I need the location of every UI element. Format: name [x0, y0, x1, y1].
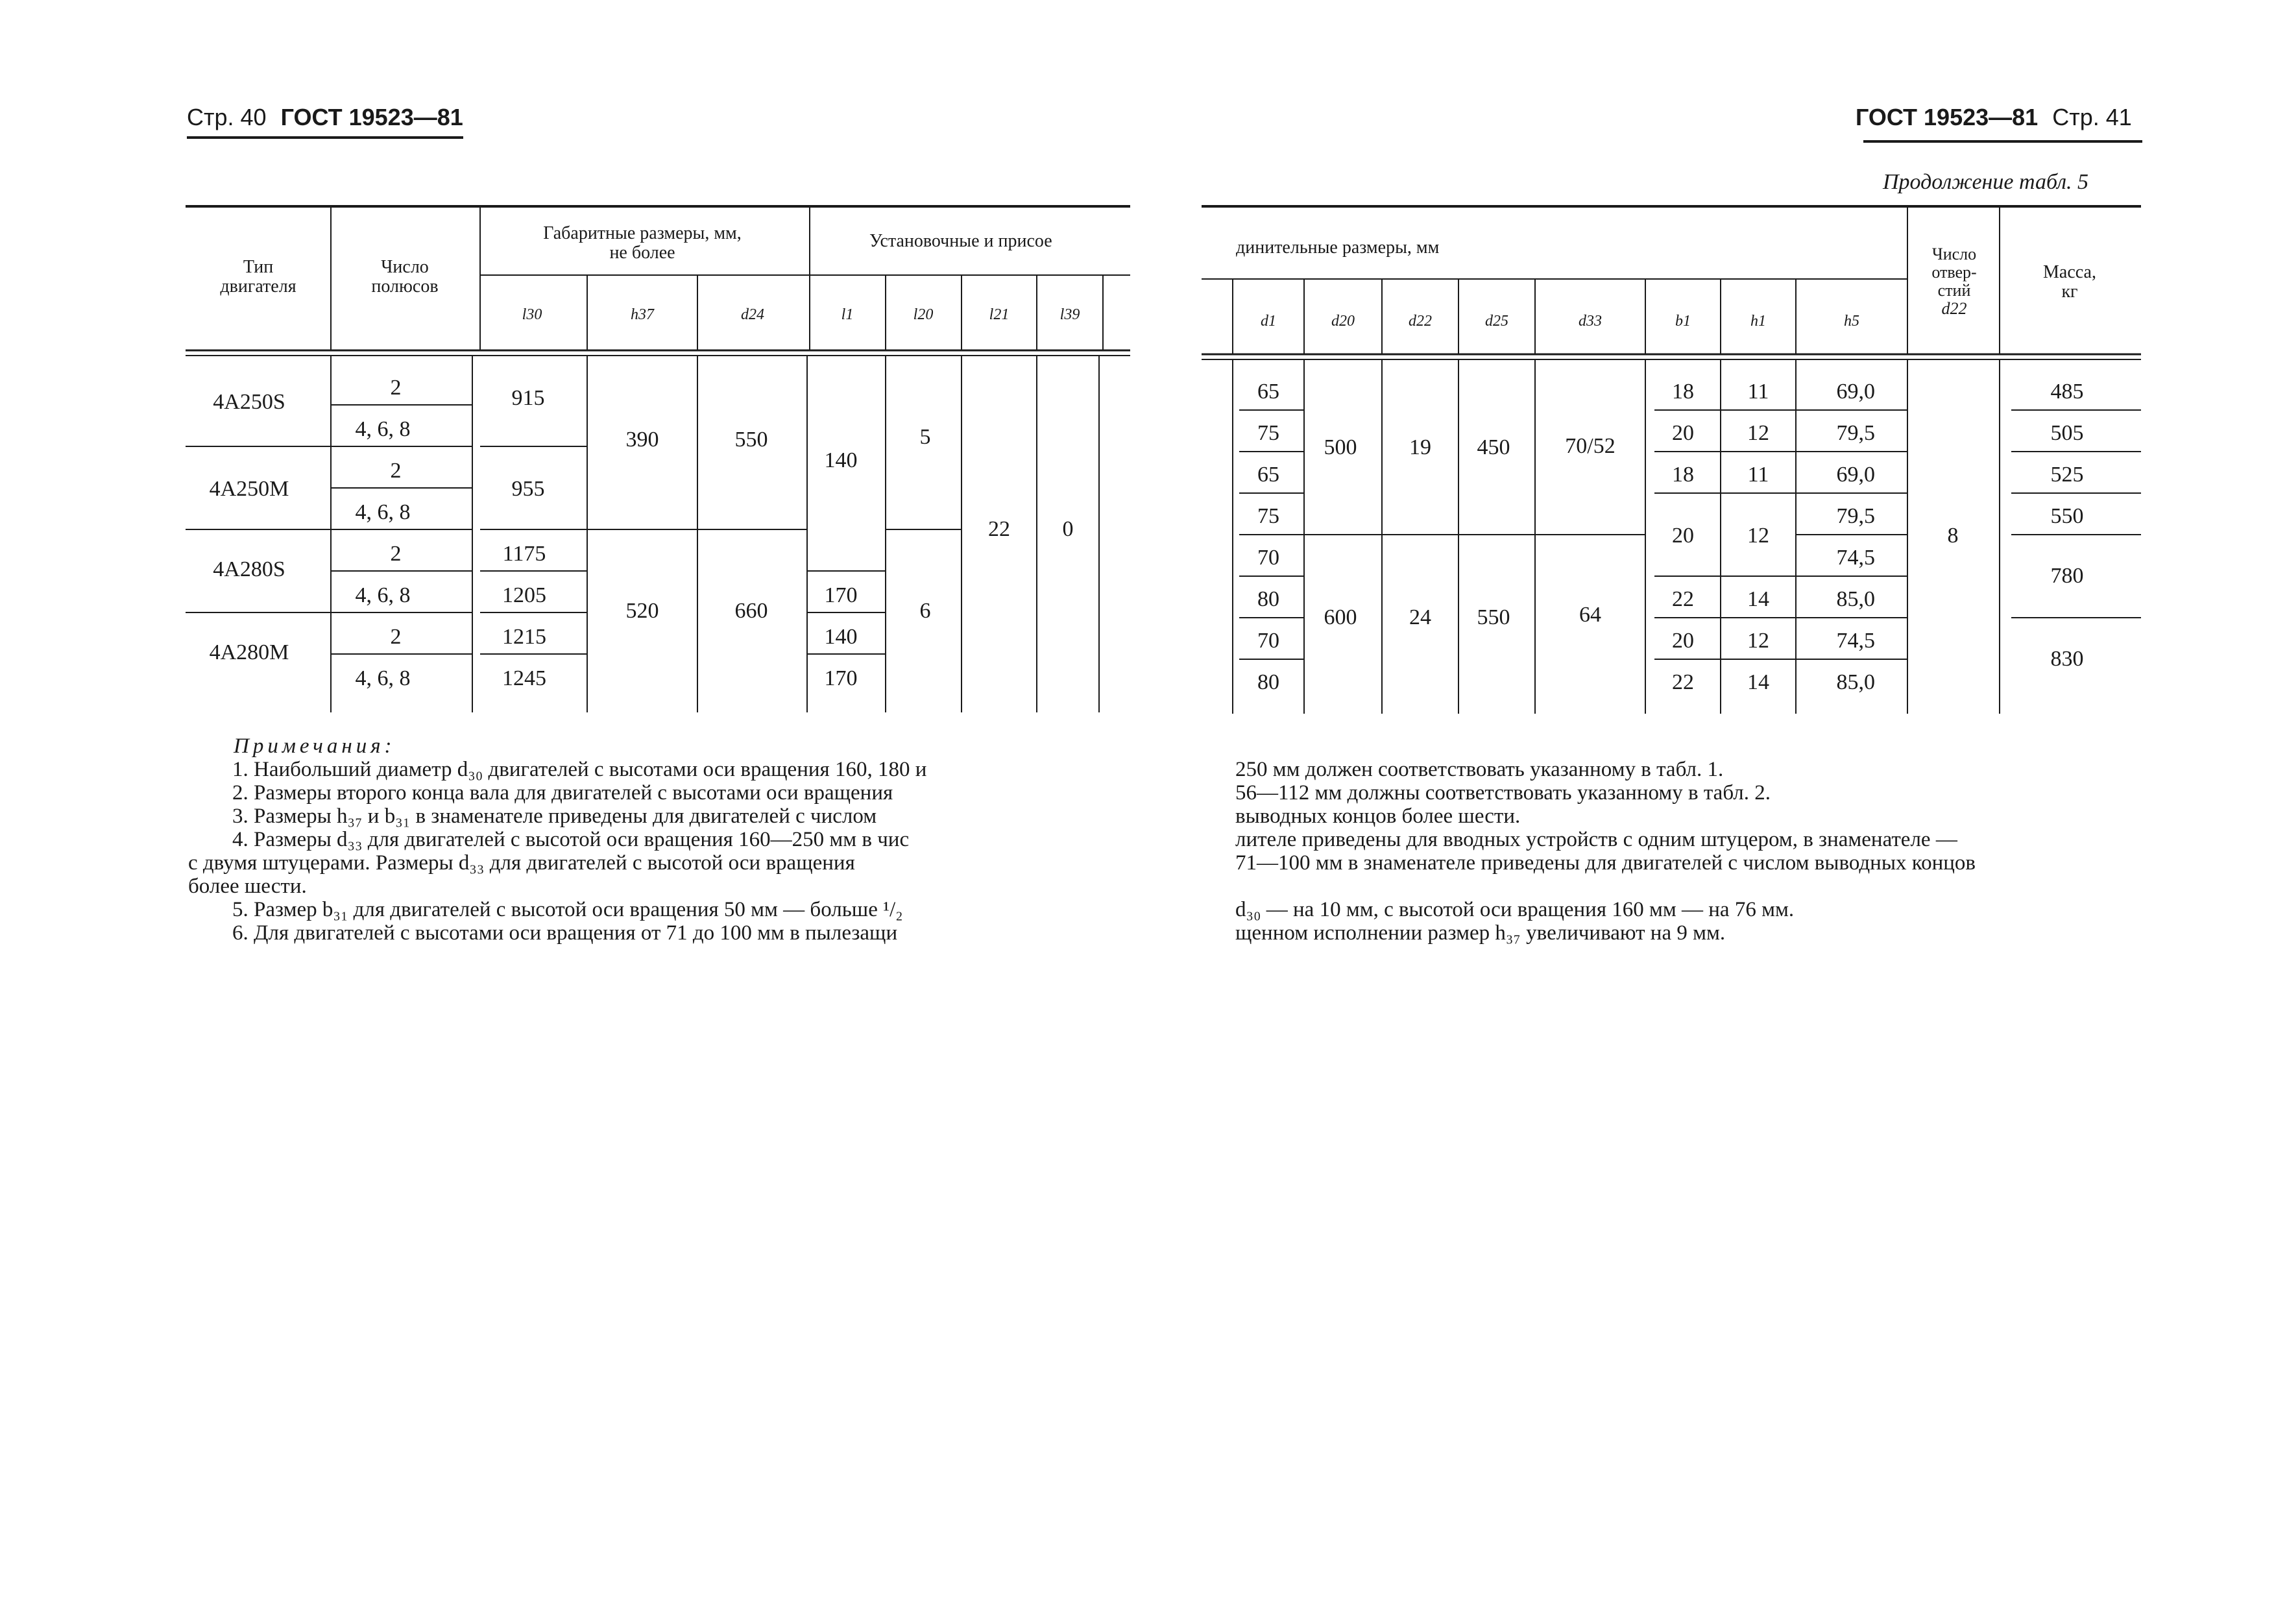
- table-cell: 80: [1257, 670, 1279, 694]
- table-cell: 24: [1409, 605, 1431, 629]
- table-cell: 22: [988, 517, 1010, 541]
- table-cell: 830: [2050, 647, 2084, 671]
- note-cont-4a: лителе приведены для вводных устройств с одним штуцером, в знаменателе —: [1235, 828, 1957, 851]
- table-cell: 65: [1257, 380, 1279, 404]
- table-cell: 64: [1579, 603, 1601, 627]
- sub-d22: d22: [1409, 313, 1432, 330]
- table-cell: 1205: [502, 583, 546, 607]
- table-continuation-label: Продолжение табл. 5: [1883, 170, 2089, 194]
- table-cell: 69,0: [1836, 463, 1875, 487]
- table-cell: 520: [625, 599, 659, 623]
- table-cell: 4A250S: [213, 390, 285, 414]
- table-cell: 4, 6, 8: [355, 583, 411, 607]
- table-cell: 12: [1747, 421, 1769, 445]
- note-cont-3: выводных концов более шести.: [1235, 805, 1521, 828]
- table-cell: 12: [1747, 524, 1769, 548]
- table-cell: 550: [734, 428, 768, 452]
- sub-d20: d20: [1331, 313, 1355, 330]
- sub-l1: l1: [841, 306, 854, 323]
- table-cell: 6: [919, 599, 931, 623]
- note-2: 2. Размеры второго конца вала для двигателей с высотами оси вращения: [232, 781, 893, 805]
- table-cell: 1245: [502, 666, 546, 690]
- sub-l20: l20: [913, 306, 934, 323]
- table-cell: 5: [919, 425, 931, 449]
- table-cell: 70: [1257, 629, 1279, 653]
- table-cell: 505: [2050, 421, 2084, 445]
- table-cell: 74,5: [1836, 546, 1875, 570]
- table-cell: 2: [390, 542, 402, 566]
- table-cell: 450: [1477, 435, 1510, 459]
- table-cell: 4, 6, 8: [355, 417, 411, 441]
- right-standard-code: ГОСТ 19523—81: [1856, 104, 2039, 130]
- note-1: 1. Наибольший диаметр d₃₀ двигателей с высотами оси вращения 160, 180 и: [232, 758, 927, 781]
- table-cell: 170: [824, 583, 858, 607]
- left-page-number: Стр. 40: [187, 104, 267, 130]
- notes-title: Примечания:: [234, 734, 396, 758]
- table-cell: 4A280S: [213, 557, 285, 581]
- table-cell: 2: [390, 376, 402, 400]
- sub-d25: d25: [1485, 313, 1508, 330]
- sub-b1: b1: [1675, 313, 1691, 330]
- left-table: [0, 0, 1142, 727]
- note-cont-5: d₃₀ — на 10 мм, с высотой оси вращения 160 мм — на 76 мм.: [1235, 898, 1795, 921]
- table-cell: 485: [2050, 380, 2084, 404]
- table-cell: 75: [1257, 504, 1279, 528]
- header-mount: Установочные и присое: [869, 231, 1052, 251]
- note-cont-2: 56—112 мм должны соответствовать указанному в табл. 2.: [1235, 781, 1771, 805]
- header-holes-line1: Число: [1931, 245, 1977, 263]
- table-cell: 79,5: [1836, 504, 1875, 528]
- sub-l39: l39: [1059, 306, 1080, 323]
- header-overall-line2: не более: [609, 243, 675, 263]
- header-holes-line3: стий: [1937, 281, 1971, 300]
- table-cell: 80: [1257, 587, 1279, 611]
- table-cell: 18: [1672, 463, 1694, 487]
- header-holes-line4: d22: [1941, 299, 1967, 318]
- table-cell: 65: [1257, 463, 1279, 487]
- table-cell: 550: [1477, 605, 1510, 629]
- header-connect: динительные размеры, мм: [1236, 237, 1440, 258]
- table-cell: 22: [1672, 670, 1694, 694]
- note-4c: более шести.: [188, 875, 307, 898]
- header-poles-line2: полюсов: [371, 276, 439, 297]
- table-cell: 1215: [502, 625, 546, 649]
- table-cell: 4A250M: [209, 477, 289, 501]
- table-cell: 14: [1747, 587, 1769, 611]
- table-cell: 8: [1947, 524, 1959, 548]
- table-cell: 140: [824, 448, 858, 472]
- table-cell: 85,0: [1836, 670, 1875, 694]
- sub-h37: h37: [631, 306, 654, 323]
- table-cell: 4A280M: [209, 640, 289, 664]
- table-cell: 4, 6, 8: [355, 666, 411, 690]
- header-mass-line1: Масса,: [2043, 262, 2096, 282]
- table-cell: 11: [1747, 463, 1769, 487]
- note-3: 3. Размеры h₃₇ и b₃₁ в знаменателе приведены для двигателей с числом: [232, 805, 877, 828]
- header-mass-line2: кг: [2061, 282, 2078, 302]
- sub-d1: d1: [1261, 313, 1276, 330]
- table-cell: 0: [1062, 517, 1074, 541]
- table-cell: 955: [511, 477, 545, 501]
- table-cell: 660: [734, 599, 768, 623]
- sub-d33: d33: [1579, 313, 1602, 330]
- table-cell: 500: [1324, 435, 1357, 459]
- table-cell: 2: [390, 625, 402, 649]
- table-cell: 14: [1747, 670, 1769, 694]
- table-cell: 390: [625, 428, 659, 452]
- left-standard-code: ГОСТ 19523—81: [280, 104, 463, 130]
- note-cont-6: щенном исполнении размер h₃₇ увеличивают на 9 мм.: [1235, 921, 1726, 945]
- table-cell: 75: [1257, 421, 1279, 445]
- note-5: 5. Размер b₃₁ для двигателей с высотой оси вращения 50 мм — больше ¹/₂: [232, 898, 903, 921]
- note-4b: с двумя штуцерами. Размеры d₃₃ для двигателей с высотой оси вращения: [188, 851, 855, 875]
- table-cell: 70: [1257, 546, 1279, 570]
- table-cell: 74,5: [1836, 629, 1875, 653]
- note-cont-4b: 71—100 мм в знаменателе приведены для двигателей с числом выводных концов: [1235, 851, 1976, 875]
- header-type-line2: двигателя: [220, 276, 296, 297]
- table-cell: 79,5: [1836, 421, 1875, 445]
- sub-l30: l30: [522, 306, 542, 323]
- note-cont-1: 250 мм должен соответствовать указанному в табл. 1.: [1235, 758, 1724, 781]
- table-cell: 18: [1672, 380, 1694, 404]
- table-cell: 19: [1409, 435, 1431, 459]
- table-cell: 1175: [502, 542, 546, 566]
- header-type-line1: Тип: [243, 257, 274, 277]
- sub-d24: d24: [741, 306, 764, 323]
- table-cell: 69,0: [1836, 380, 1875, 404]
- table-cell: 4, 6, 8: [355, 500, 411, 524]
- table-cell: 600: [1324, 605, 1357, 629]
- sub-h5: h5: [1844, 313, 1859, 330]
- header-poles-line1: Число: [381, 257, 429, 277]
- right-table: [1168, 0, 2287, 727]
- table-cell: 20: [1672, 421, 1694, 445]
- note-4a: 4. Размеры d₃₃ для двигателей с высотой оси вращения 160—250 мм в чис: [232, 828, 910, 851]
- right-page-number: Стр. 41: [2052, 104, 2132, 130]
- table-cell: 525: [2050, 463, 2084, 487]
- table-cell: 550: [2050, 504, 2084, 528]
- table-cell: 70/52: [1565, 434, 1615, 458]
- table-cell: 780: [2050, 564, 2084, 588]
- table-cell: 20: [1672, 629, 1694, 653]
- table-cell: 915: [511, 386, 545, 410]
- header-overall-line1: Габаритные размеры, мм,: [543, 223, 742, 243]
- sub-l21: l21: [989, 306, 1010, 323]
- table-cell: 22: [1672, 587, 1694, 611]
- sub-h1: h1: [1750, 313, 1766, 330]
- table-cell: 140: [824, 625, 858, 649]
- table-cell: 11: [1747, 380, 1769, 404]
- note-6: 6. Для двигателей с высотами оси вращения от 71 до 100 мм в пылезащи: [232, 921, 898, 945]
- table-cell: 20: [1672, 524, 1694, 548]
- table-cell: 170: [824, 666, 858, 690]
- table-cell: 85,0: [1836, 587, 1875, 611]
- table-cell: 12: [1747, 629, 1769, 653]
- header-holes-line2: отвер-: [1931, 263, 1977, 282]
- table-cell: 2: [390, 459, 402, 483]
